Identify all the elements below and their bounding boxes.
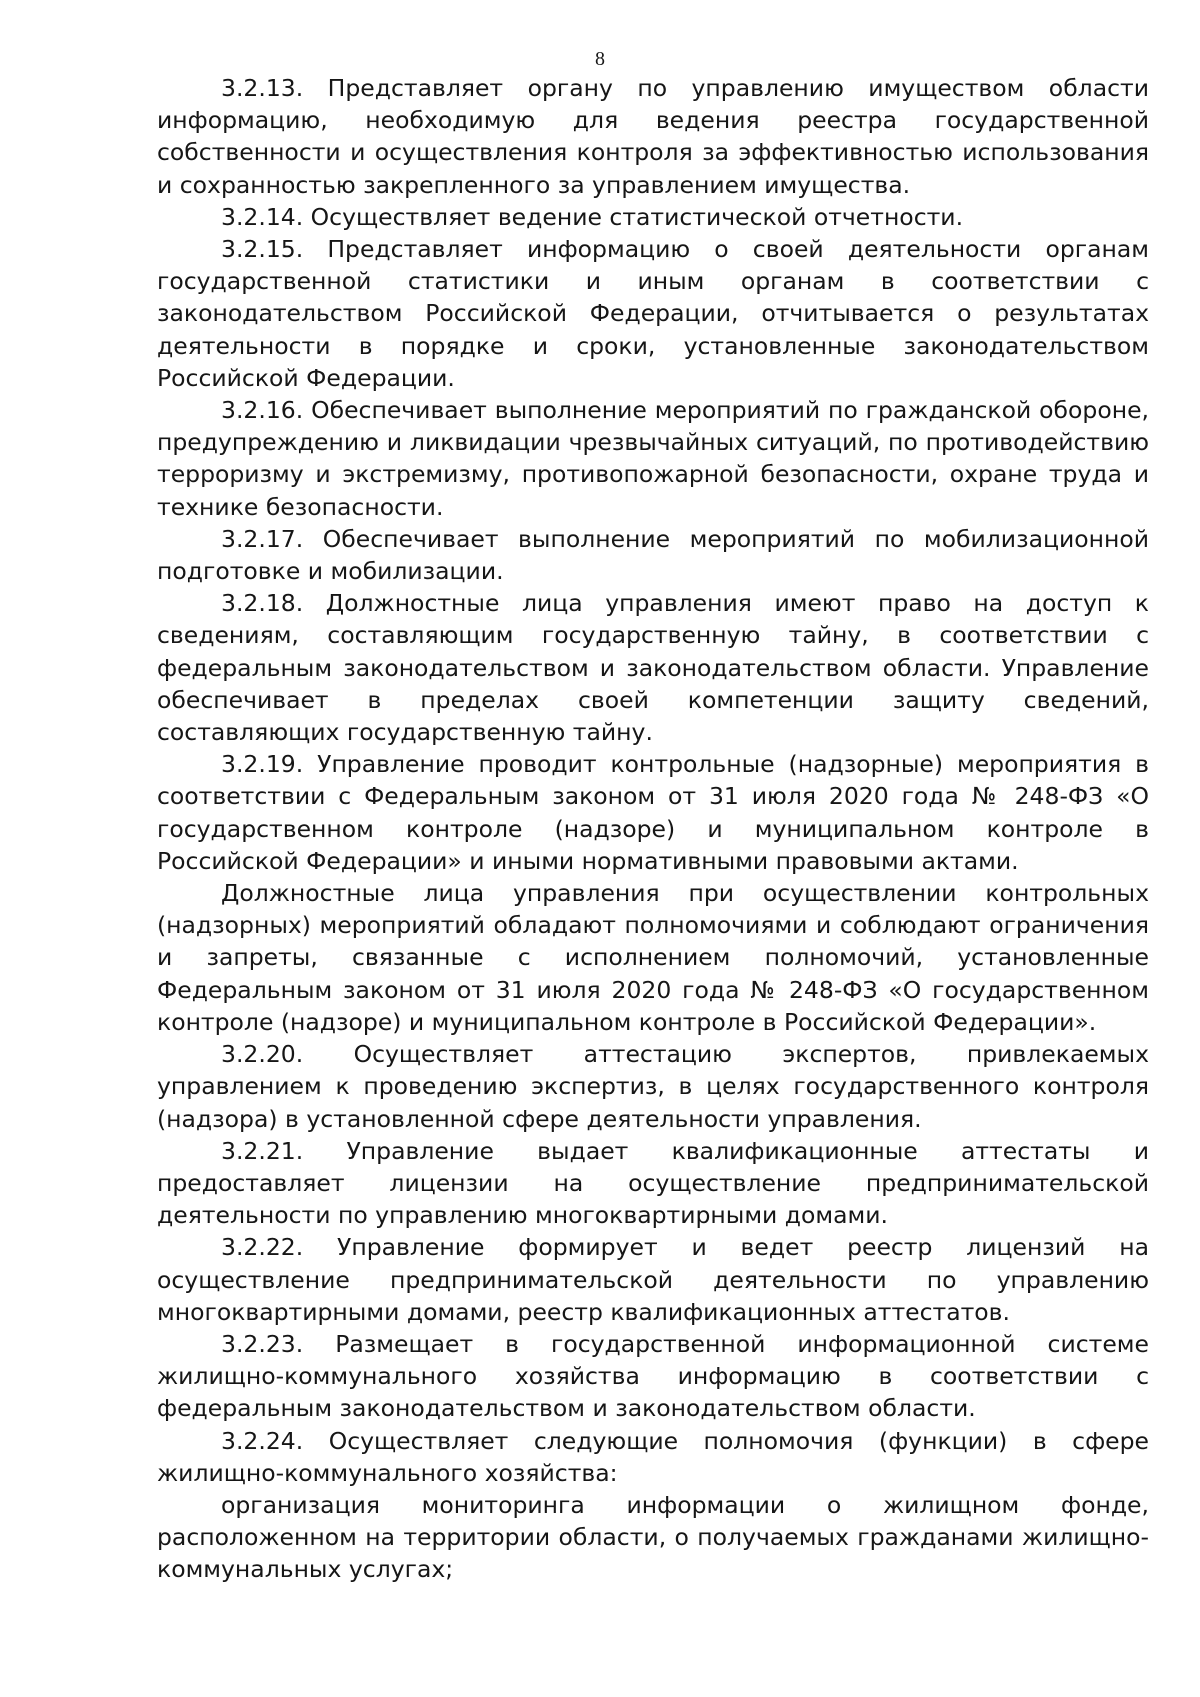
paragraph-3-2-20: 3.2.20. Осуществляет аттестацию экспертов, привлекаемых управлением к проведению экспертиз, в целях государственного контроля (надзора) в установленной сфере деятельности управления. [157, 1040, 1149, 1133]
paragraph-3-2-22: 3.2.22. Управление формирует и ведет реестр лицензий на осуществление предпринимательской деятельности по управлению многоквартирными домами, реестр квалификационных аттестатов. [157, 1233, 1149, 1326]
page-number: 8 [595, 48, 605, 70]
paragraph-3-2-15: 3.2.15. Представляет информацию о своей деятельности органам государственной статистики и иным органам в соответствии с законодательством Российской Федерации, отчитывается о результатах деятельности в порядке и сроки, установленные законодательством Российской Федерации. [157, 235, 1149, 392]
paragraph-3-2-14: 3.2.14. Осуществляет ведение статистической отчетности. [221, 202, 964, 231]
paragraph-3-2-24: 3.2.24. Осуществляет следующие полномочия (функции) в сфере жилищно-коммунального хозяйства: [157, 1426, 1149, 1487]
paragraph-3-2-18: 3.2.18. Должностные лица управления имеют право на доступ к сведениям, составляющим государственную тайну, в соответствии с федеральным законодательством и законодательством области. Управление обеспечивает в пределах своей компетенции защиту сведений, составляющих государственную тайну. [157, 589, 1149, 747]
paragraph-officials-powers: Должностные лица управления при осуществлении контрольных (надзорных) мероприятий обладают полномочиями и соблюдают ограничения и запреты, связанные с исполнением полномочий, установленные Федеральным законом от 31 июля 2020 года № 248-ФЗ «О государственном контроле (надзоре) и муниципальном контроле в Российской Федерации». [157, 879, 1149, 1036]
paragraph-3-2-16: 3.2.16. Обеспечивает выполнение мероприятий по гражданской обороне, предупреждению и ликвидации чрезвычайных ситуаций, по противодействию терроризму и экстремизму, противопожарной безопасности, охране труда и технике безопасности. [157, 396, 1149, 521]
paragraph-3-2-17: 3.2.17. Обеспечивает выполнение мероприятий по мобилизационной подготовке и мобилизации. [157, 524, 1149, 586]
paragraph-3-2-23: 3.2.23. Размещает в государственной информационной системе жилищно-коммунального хозяйства информацию в соответствии с федеральным законодательством и законодательством области. [157, 1329, 1149, 1423]
document-body [157, 72, 1149, 1586]
paragraph-3-2-13: 3.2.13. Представляет органу по управлению имуществом области информацию, необходимую для ведения реестра государственной собственности и осуществления контроля за эффективностью использования и сохранностью закрепленного за управлением имущества. [157, 74, 1149, 199]
paragraph-3-2-21: 3.2.21. Управление выдает квалификационные аттестаты и предоставляет лицензии на осуществление предпринимательской деятельности по управлению многоквартирными домами. [157, 1136, 1149, 1230]
paragraph-monitoring: организация мониторинга информации о жилищном фонде, расположенном на территории области, о получаемых гражданами жилищно-коммунальных услугах; [157, 1490, 1149, 1584]
paragraph-3-2-19: 3.2.19. Управление проводит контрольные (надзорные) мероприятия в соответствии с Федеральным законом от 31 июля 2020 года № 248-ФЗ «О государственном контроле (надзоре) и муниципальном контроле в Российской Федерации» и иными нормативными правовыми актами. [157, 750, 1149, 875]
